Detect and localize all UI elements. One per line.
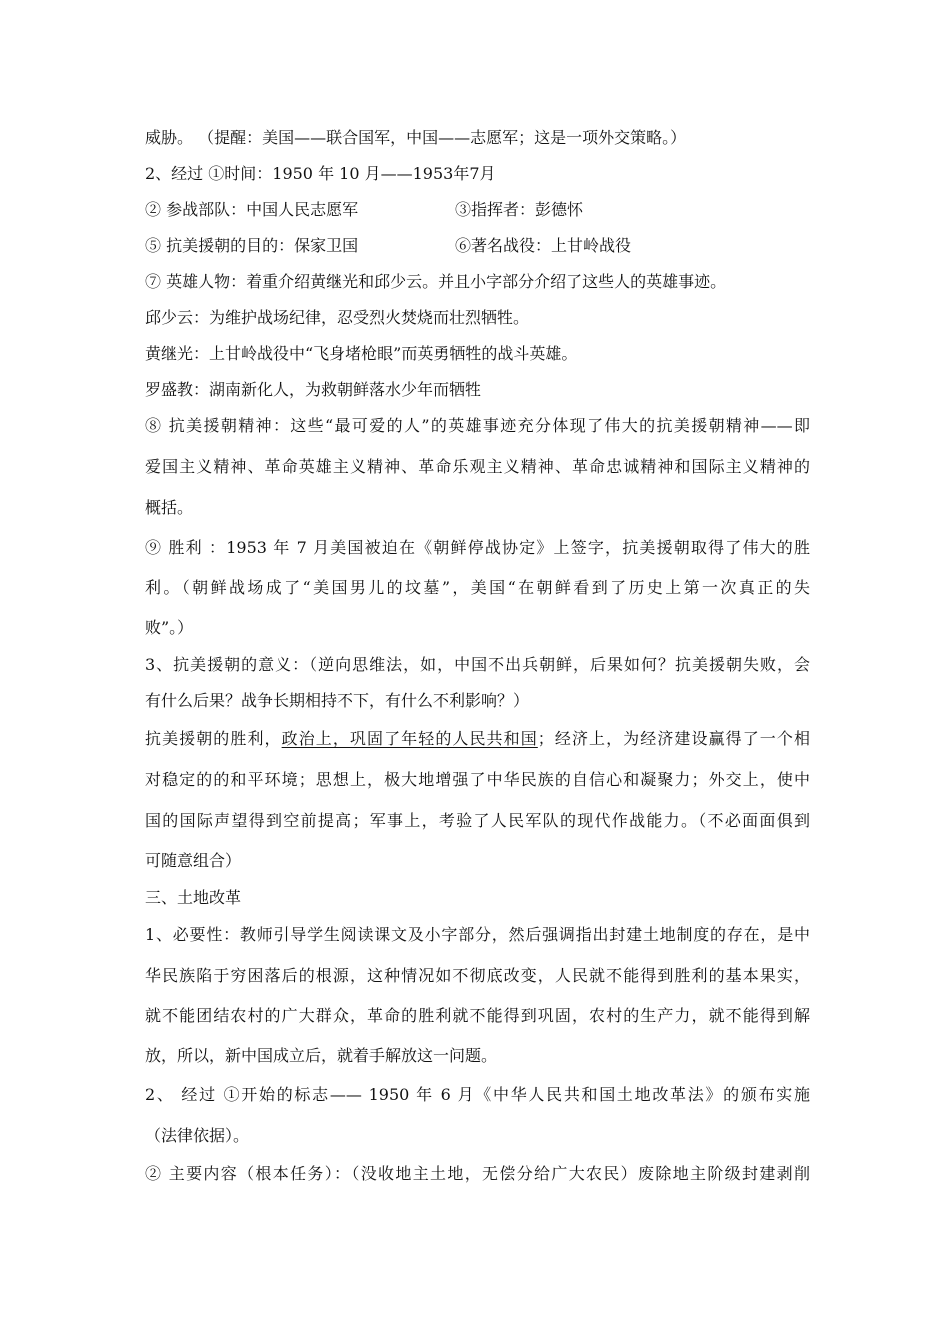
text-line: （法律依据）。 [145, 1126, 250, 1145]
text-line: 对稳定的的和平环境；思想上，极大地增强了中华民族的自信心和凝聚力；外交上，使中 [145, 770, 810, 789]
text-line: 1、必要性：教师引导学生阅读课文及小字部分，然后强调指出封建土地制度的存在，是中 [145, 925, 810, 944]
text-line: 国的国际声望得到空前提高；军事上，考验了人民军队的现代作战能力。（不必面面俱到 [145, 811, 810, 830]
text-line: 放，所以，新中国成立后，就着手解放这一问题。 [145, 1046, 498, 1065]
text-line-two-column [145, 236, 810, 256]
significance-intro: 抗美援朝的胜利， [145, 729, 282, 748]
text-line: 爱国主义精神、革命英雄主义精神、革命乐观主义精神、革命忠诚精神和国际主义精神的 [145, 457, 810, 476]
text-line: 2、经过 ①时间：1950 年 10 月——1953年7月 [145, 164, 496, 183]
text-line-two-column [145, 200, 810, 220]
text-line: 可随意组合） [145, 851, 242, 870]
text-line: ② 主要内容（根本任务）：（没收地主土地，无偿分给广大农民）废除地主阶级封建剥削 [145, 1164, 810, 1183]
underlined-phrase: 政治上，巩固了年轻的人民共和国 [281, 729, 538, 748]
text-line: 黄继光：上甘岭战役中“飞身堵枪眼”而英勇牺牲的战斗英雄。 [145, 344, 578, 363]
participating-troops-text: ② 参战部队：中国人民志愿军 [145, 200, 359, 219]
section-heading: 三、土地改革 [145, 888, 242, 907]
text-line: 败”。） [145, 618, 194, 637]
text-line: 2、 经过 ①开始的标志—— 1950 年 6 月《中华人民共和国土地改革法》的颁布实施 [145, 1085, 810, 1104]
text-line: 罗盛教：湖南新化人，为救朝鲜落水少年而牺牲 [145, 380, 482, 399]
text-line: ⑦ 英雄人物：着重介绍黄继光和邱少云。并且小字部分介绍了这些人的英雄事迹。 [145, 272, 727, 291]
significance-economy: ；经济上，为经济建设赢得了一个相 [537, 729, 810, 748]
text-line: ⑨ 胜利 ：1953 年 7 月美国被迫在《朝鲜停战协定》上签字，抗美援朝取得了伟大的胜 [145, 538, 810, 557]
text-line: 有什么后果？战争长期相持不下，有什么不利影响？） [145, 691, 530, 710]
text-line [145, 729, 810, 749]
text-line: ⑧ 抗美援朝精神：这些“最可爱的人”的英雄事迹充分体现了伟大的抗美援朝精神——即 [145, 416, 810, 435]
commander-text: ③指挥者：彭德怀 [455, 200, 584, 219]
text-line: 3、抗美援朝的意义：（逆向思维法，如，中国不出兵朝鲜，后果如何？抗美援朝失败，会 [145, 655, 810, 674]
text-line: 威胁。 （提醒：美国——联合国军，中国——志愿军；这是一项外交策略。） [145, 128, 687, 147]
text-line: 华民族陷于穷困落后的根源，这种情况如不彻底改变，人民就不能得到胜利的基本果实， [145, 966, 810, 985]
text-line: 邱少云：为维护战场纪律，忍受烈火焚烧而壮烈牺牲。 [145, 308, 530, 327]
text-line: 概括。 [145, 498, 194, 517]
famous-battle-text: ⑥著名战役：上甘岭战役 [455, 236, 632, 255]
text-line: 就不能团结农村的广大群众，革命的胜利就不能得到巩固，农村的生产力，就不能得到解 [145, 1006, 810, 1025]
purpose-text: ⑤ 抗美援朝的目的：保家卫国 [145, 236, 359, 255]
text-line: 利。（朝鲜战场成了“美国男儿的坟墓”，美国“在朝鲜看到了历史上第一次真正的失 [145, 578, 810, 597]
